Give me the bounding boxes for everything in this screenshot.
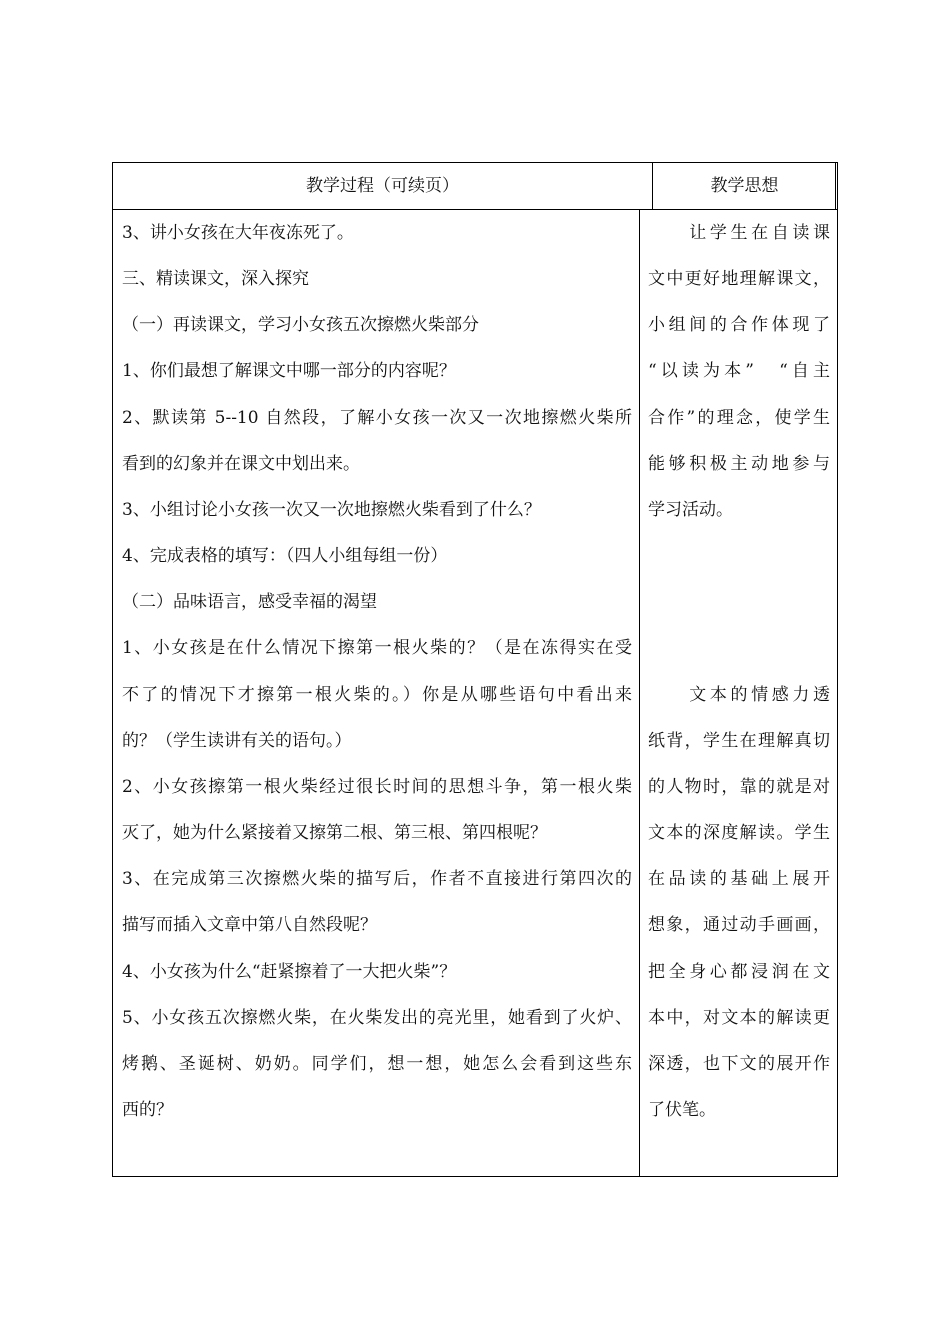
process-line: 4、完成表格的填写：（四人小组每组一份）	[122, 546, 448, 566]
process-line: 灭了，她为什么紧接着又擦第二根、第三根、第四根呢？	[122, 823, 547, 843]
thought-line: 把全身心都浸润在文	[648, 962, 830, 982]
process-line: （一）再读课文，学习小女孩五次擦燃火柴部分	[122, 315, 479, 335]
process-line: 不了的情况下才擦第一根火柴的。）你是从哪些语句中看出来	[122, 685, 632, 705]
thought-line: 文本的情感力透	[648, 685, 830, 705]
thought-column-header: 教学思想	[710, 176, 779, 196]
thought-line: 文本的深度解读。学生	[648, 823, 830, 843]
process-column-header: 教学过程（可续页）	[306, 176, 459, 196]
process-line: 3、小组讨论小女孩一次又一次地擦燃火柴看到了什么？	[122, 500, 541, 520]
process-line: 三、精读课文，深入探究	[122, 269, 309, 289]
thought-line: 让学生在自读课	[648, 223, 830, 243]
table-bottom-border	[112, 1176, 838, 1177]
process-line: （二）品味语言，感受幸福的渴望	[122, 592, 377, 612]
process-line: 描写而插入文章中第八自然段呢？	[122, 915, 377, 935]
thought-line: 学习活动。	[648, 500, 733, 520]
process-line: 3、在完成第三次擦燃火柴的描写后，作者不直接进行第四次的	[122, 869, 632, 889]
process-line: 4、小女孩为什么“赶紧擦着了一大把火柴”？	[122, 962, 457, 982]
thought-line: 了伏笔。	[648, 1100, 716, 1120]
thought-line: 深透，也下文的展开作	[648, 1054, 830, 1074]
thought-line: 的人物时，靠的就是对	[648, 777, 830, 797]
body-column-divider	[639, 209, 640, 1177]
process-line: 的？（学生读讲有关的语句。）	[122, 731, 352, 751]
process-line: 1、小女孩是在什么情况下擦第一根火柴的？（是在冻得实在受	[122, 638, 632, 658]
table-right-border	[837, 162, 838, 1177]
process-line: 2、小女孩擦第一根火柴经过很长时间的思想斗争，第一根火柴	[122, 777, 632, 797]
thought-line: 纸背，学生在理解真切	[648, 731, 830, 751]
process-line: 烤鹅、圣诞树、奶奶。同学们，想一想，她怎么会看到这些东	[122, 1054, 632, 1074]
table-left-border	[112, 162, 113, 1177]
thought-line: “以读为本” “自主	[648, 361, 830, 381]
thought-line: 本中，对文本的解读更	[648, 1008, 830, 1028]
process-line: 2、默读第 5--10 自然段，了解小女孩一次又一次地擦燃火柴所	[122, 408, 632, 428]
process-line: 西的？	[122, 1100, 173, 1120]
thought-line: 文中更好地理解课文，	[648, 269, 830, 289]
thought-line: 合作”的理念，使学生	[648, 408, 830, 428]
process-line: 3、讲小女孩在大年夜冻死了。	[122, 223, 354, 243]
thought-line: 能够积极主动地参与	[648, 454, 830, 474]
process-line: 看到的幻象并在课文中划出来。	[122, 454, 360, 474]
process-line: 1、你们最想了解课文中哪一部分的内容呢？	[122, 361, 456, 381]
thought-line: 小组间的合作体现了	[648, 315, 830, 335]
process-line: 5、小女孩五次擦燃火柴，在火柴发出的亮光里，她看到了火炉、	[122, 1008, 632, 1028]
thought-line: 想象，通过动手画画，	[648, 915, 830, 935]
thought-line: 在品读的基础上展开	[648, 869, 830, 889]
